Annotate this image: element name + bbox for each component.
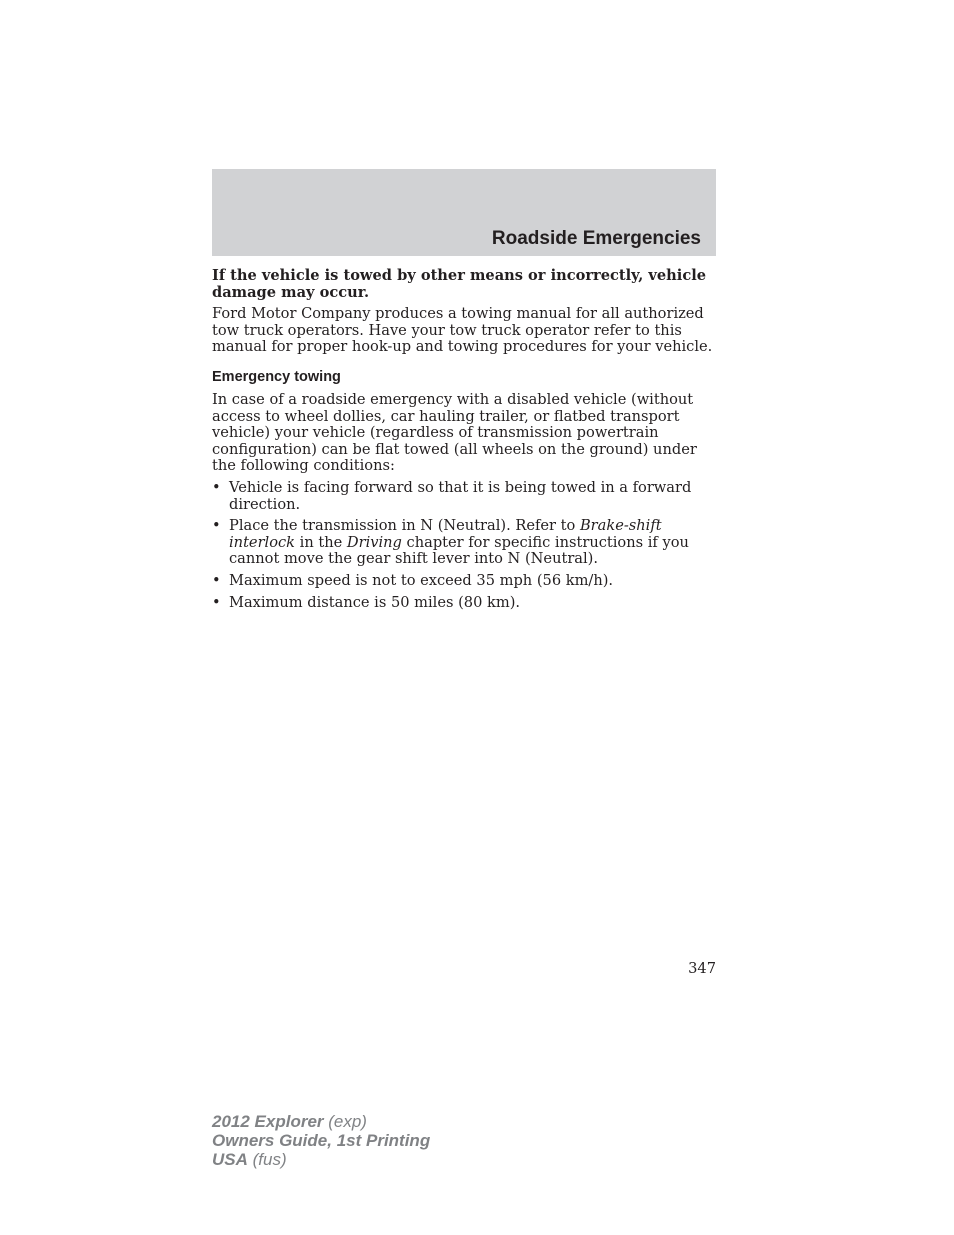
- emergency-towing-paragraph: In case of a roadside emergency with a disabled vehicle (without access to wheel dollies, car hauling trailer, or flatbed transport vehicle) your vehicle (regardless of transmission powertrain configuration) can be flat towed (all wheels on the ground) under the following conditions:: [212, 390, 697, 475]
- list-item-text: Maximum speed is not to exceed 35 mph (56 km/h).: [229, 571, 614, 589]
- list-item-text-part: Place the transmission in N (Neutral). Refer to: [229, 517, 580, 535]
- footer-line-guide: [212, 1131, 430, 1150]
- footer-line-market: [212, 1150, 430, 1169]
- brake-shift-interlock-reference: Brake-shift interlock: [229, 517, 662, 551]
- bullet-glyph: •: [212, 517, 221, 535]
- footer-guide: Owners Guide, 1st Printing: [212, 1131, 431, 1150]
- list-item-text-part: in the: [295, 533, 347, 551]
- conditions-list: [212, 480, 718, 611]
- footer-line-model: [212, 1112, 430, 1131]
- footer-market: USA: [212, 1150, 248, 1169]
- list-item-text: Vehicle is facing forward so that it is being towed in a forward direction.: [229, 478, 692, 513]
- warning-text: If the vehicle is towed by other means or incorrectly, vehicle damage may occur.: [212, 267, 707, 301]
- bullet-glyph: •: [212, 593, 221, 611]
- page-number: 347: [688, 960, 716, 977]
- page-content: [212, 268, 718, 616]
- list-item-text-part: chapter for specific instructions if you cannot move the gear shift lever into N (Neutral).: [229, 533, 689, 568]
- list-item-text: Maximum distance is 50 miles (80 km).: [229, 593, 521, 611]
- intro-paragraph: Ford Motor Company produces a towing manual for all authorized tow truck operators. Have your tow truck operator refer to this manual for proper hook-up and towing procedures for your vehicle.: [212, 305, 713, 356]
- section-header-band: [212, 169, 716, 256]
- section-title: Roadside Emergencies: [491, 228, 701, 249]
- bullet-glyph: •: [212, 571, 221, 589]
- driving-chapter-reference: Driving: [346, 533, 402, 551]
- footer-model: 2012 Explorer: [212, 1112, 324, 1131]
- footer-model-code: (exp): [323, 1112, 367, 1131]
- list-item: [212, 573, 718, 590]
- list-item: [212, 595, 718, 612]
- list-item: [212, 518, 718, 568]
- footer-imprint: [212, 1112, 430, 1169]
- list-item: [212, 480, 718, 513]
- bullet-glyph: •: [212, 478, 221, 496]
- footer-market-code: (fus): [247, 1150, 287, 1169]
- emergency-towing-heading: Emergency towing: [212, 368, 341, 385]
- list-item-text: [229, 517, 689, 567]
